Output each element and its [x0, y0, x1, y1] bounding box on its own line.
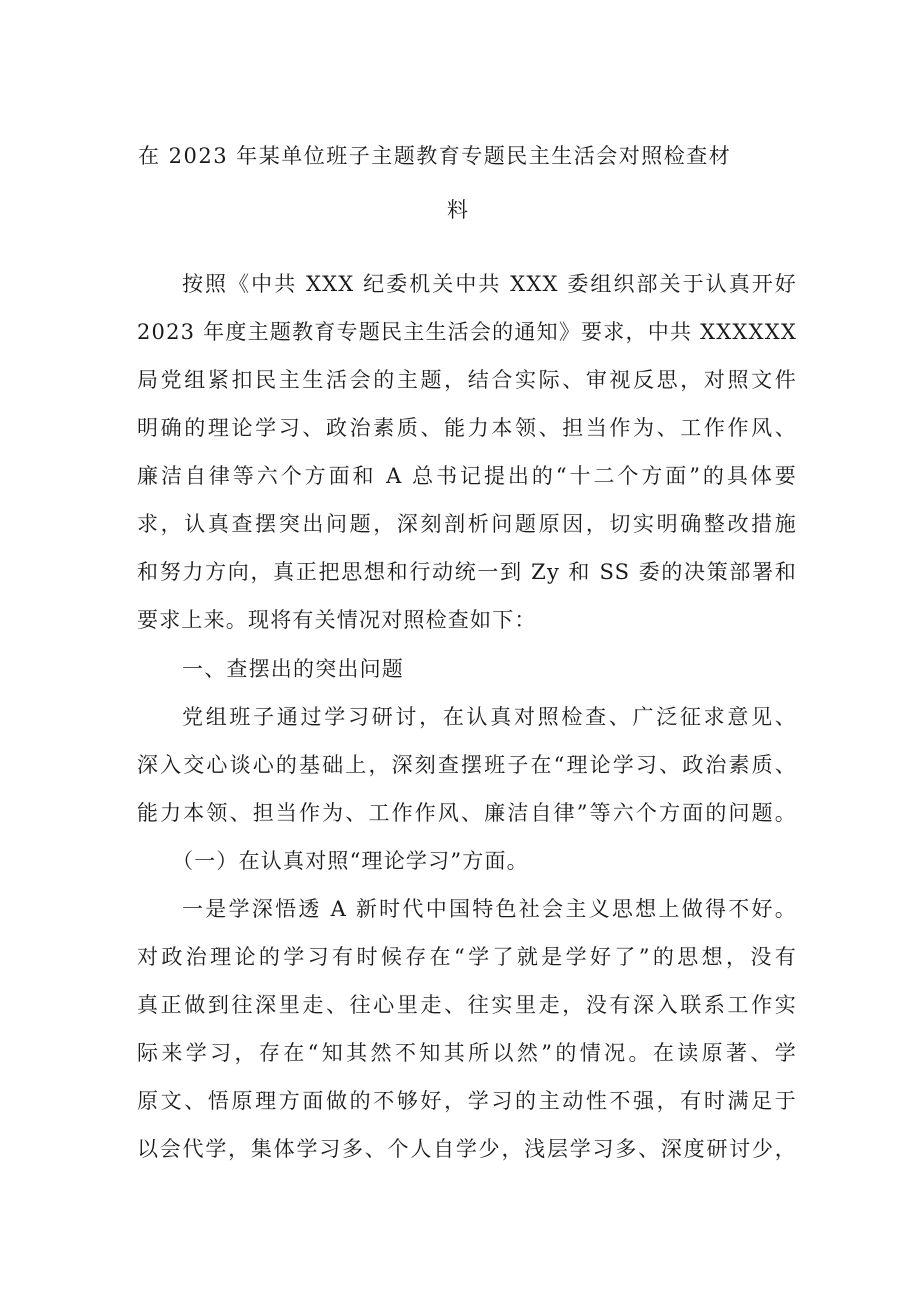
- body-line-11: 深入交心谈心的基础上，深刻查摆班子在“理论学习、政治素质、: [137, 753, 797, 777]
- body-line-2: 2023 年度主题教育专题民主生活会的通知》要求，中共 XXXXXX: [137, 320, 797, 344]
- body-line-16: 真正做到往深里走、往心里走、往实里走，没有深入联系工作实: [137, 993, 797, 1017]
- body-line-3: 局党组紧扣民主生活会的主题，结合实际、审视反思，对照文件: [137, 368, 797, 392]
- body-line-18: 原文、悟原理方面做的不够好，学习的主动性不强，有时满足于: [137, 1089, 797, 1113]
- body-line-12: 能力本领、担当作为、工作作风、廉洁自律”等六个方面的问题。: [137, 801, 797, 825]
- body-line-14: 一是学深悟透 A 新时代中国特色社会主义思想上做得不好。: [182, 897, 797, 921]
- body-line-1: 按照《中共 XXX 纪委机关中共 XXX 委组织部关于认真开好: [182, 272, 797, 296]
- body-line-8: 要求上来。现将有关情况对照检查如下：: [137, 608, 537, 632]
- subsection-heading-1: （一）在认真对照“理论学习”方面。: [172, 849, 529, 873]
- body-line-17: 际来学习，存在“知其然不知其所以然”的情况。在读原著、学: [137, 1041, 797, 1065]
- document-title-line-2: 料: [447, 198, 470, 222]
- body-line-15: 对政治理论的学习有时候存在“学了就是学好了”的思想，没有: [137, 945, 797, 969]
- body-line-19: 以会代学，集体学习多、个人自学少，浅层学习多、深度研讨少，: [137, 1137, 797, 1161]
- body-line-5: 廉洁自律等六个方面和 A 总书记提出的“十二个方面”的具体要: [137, 464, 797, 488]
- body-line-6: 求，认真查摆突出问题，深刻剖析问题原因，切实明确整改措施: [137, 512, 797, 536]
- section-heading-1: 一、查摆出的突出问题: [182, 657, 404, 681]
- document-title-line-1: 在 2023 年某单位班子主题教育专题民主生活会对照检查材: [138, 144, 732, 168]
- body-line-7: 和努力方向，真正把思想和行动统一到 Zy 和 SS 委的决策部署和: [137, 560, 797, 584]
- body-line-4: 明确的理论学习、政治素质、能力本领、担当作为、工作作风、: [137, 416, 797, 440]
- body-line-10: 党组班子通过学习研讨，在认真对照检查、广泛征求意见、: [182, 705, 797, 729]
